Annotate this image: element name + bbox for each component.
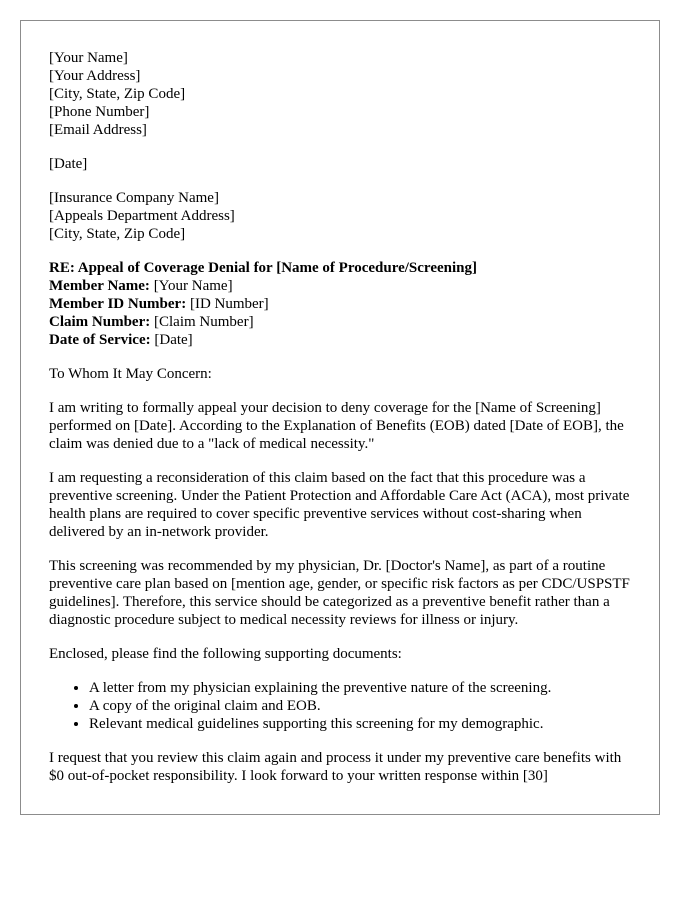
paragraph-enclosed-intro: Enclosed, please find the following supporting documents: [49,646,402,662]
member-name-value: [Your Name] [149,278,233,294]
paragraph-reconsideration: I am requesting a reconsideration of this claim based on the fact that this procedure was a preventive screening. Under the Patient Protection and Affordable Care Act (ACA), most private health plans are required to cover specific preventive services without cost-sharing when delivered by an in-network provider. [49,470,630,540]
re-subject: RE: Appeal of Coverage Denial for [Name of Procedure/Screening] [49,260,477,276]
salutation: To Whom It May Concern: [49,366,212,382]
sender-address: [Your Address] [49,68,141,84]
claim-number-line [49,313,634,331]
re-block [49,259,634,349]
list-item: • A copy of the original claim and EOB. [89,697,634,715]
member-id-label: Member ID Number: [49,296,187,312]
sender-city-state-zip: [City, State, Zip Code] [49,86,186,102]
enclosures-list [49,679,634,733]
closing-paragraph: I request that you review this claim again and process it under my preventive care benefits with $0 out-of-pocket responsibility. I look forward to your written response within [30] [49,750,622,784]
sender-block [49,49,634,139]
date-of-service-value: [Date] [150,332,193,348]
list-item: • Relevant medical guidelines supporting this screening for my demographic. [89,715,634,733]
member-id-line [49,295,634,313]
member-name-line [49,277,634,295]
letter-body [49,49,634,801]
letter-page [20,20,660,815]
member-id-value: [ID Number] [186,296,269,312]
member-name-label: Member Name: [49,278,150,294]
paragraph-recommendation: This screening was recommended by my physician, Dr. [Doctor's Name], as part of a routine preventive care plan based on [mention age, gender, or specific risk factors as per CDC/USPSTF guidelines]. Therefore, this service should be categorized as a preventive benefit rather than a diagnostic procedure subject to medical necessity reviews for illness or injury. [49,558,630,628]
claim-number-label: Claim Number: [49,314,151,330]
recipient-block [49,189,634,243]
sender-name: [Your Name] [49,50,128,66]
recipient-department-address: [Appeals Department Address] [49,208,235,224]
letter-date: [Date] [49,156,88,172]
paragraph-appeal: I am writing to formally appeal your decision to deny coverage for the [Name of Screening] performed on [Date]. According to the Explanation of Benefits (EOB) dated [Date of EOB], the claim was denied due to a "lack of medical necessity." [49,400,624,452]
date-of-service-line [49,331,634,349]
claim-number-value: [Claim Number] [150,314,254,330]
sender-email: [Email Address] [49,122,147,138]
date-of-service-label: Date of Service: [49,332,151,348]
list-item: • A letter from my physician explaining the preventive nature of the screening. [89,679,634,697]
sender-phone: [Phone Number] [49,104,150,120]
recipient-company: [Insurance Company Name] [49,190,219,206]
recipient-city-state-zip: [City, State, Zip Code] [49,226,186,242]
